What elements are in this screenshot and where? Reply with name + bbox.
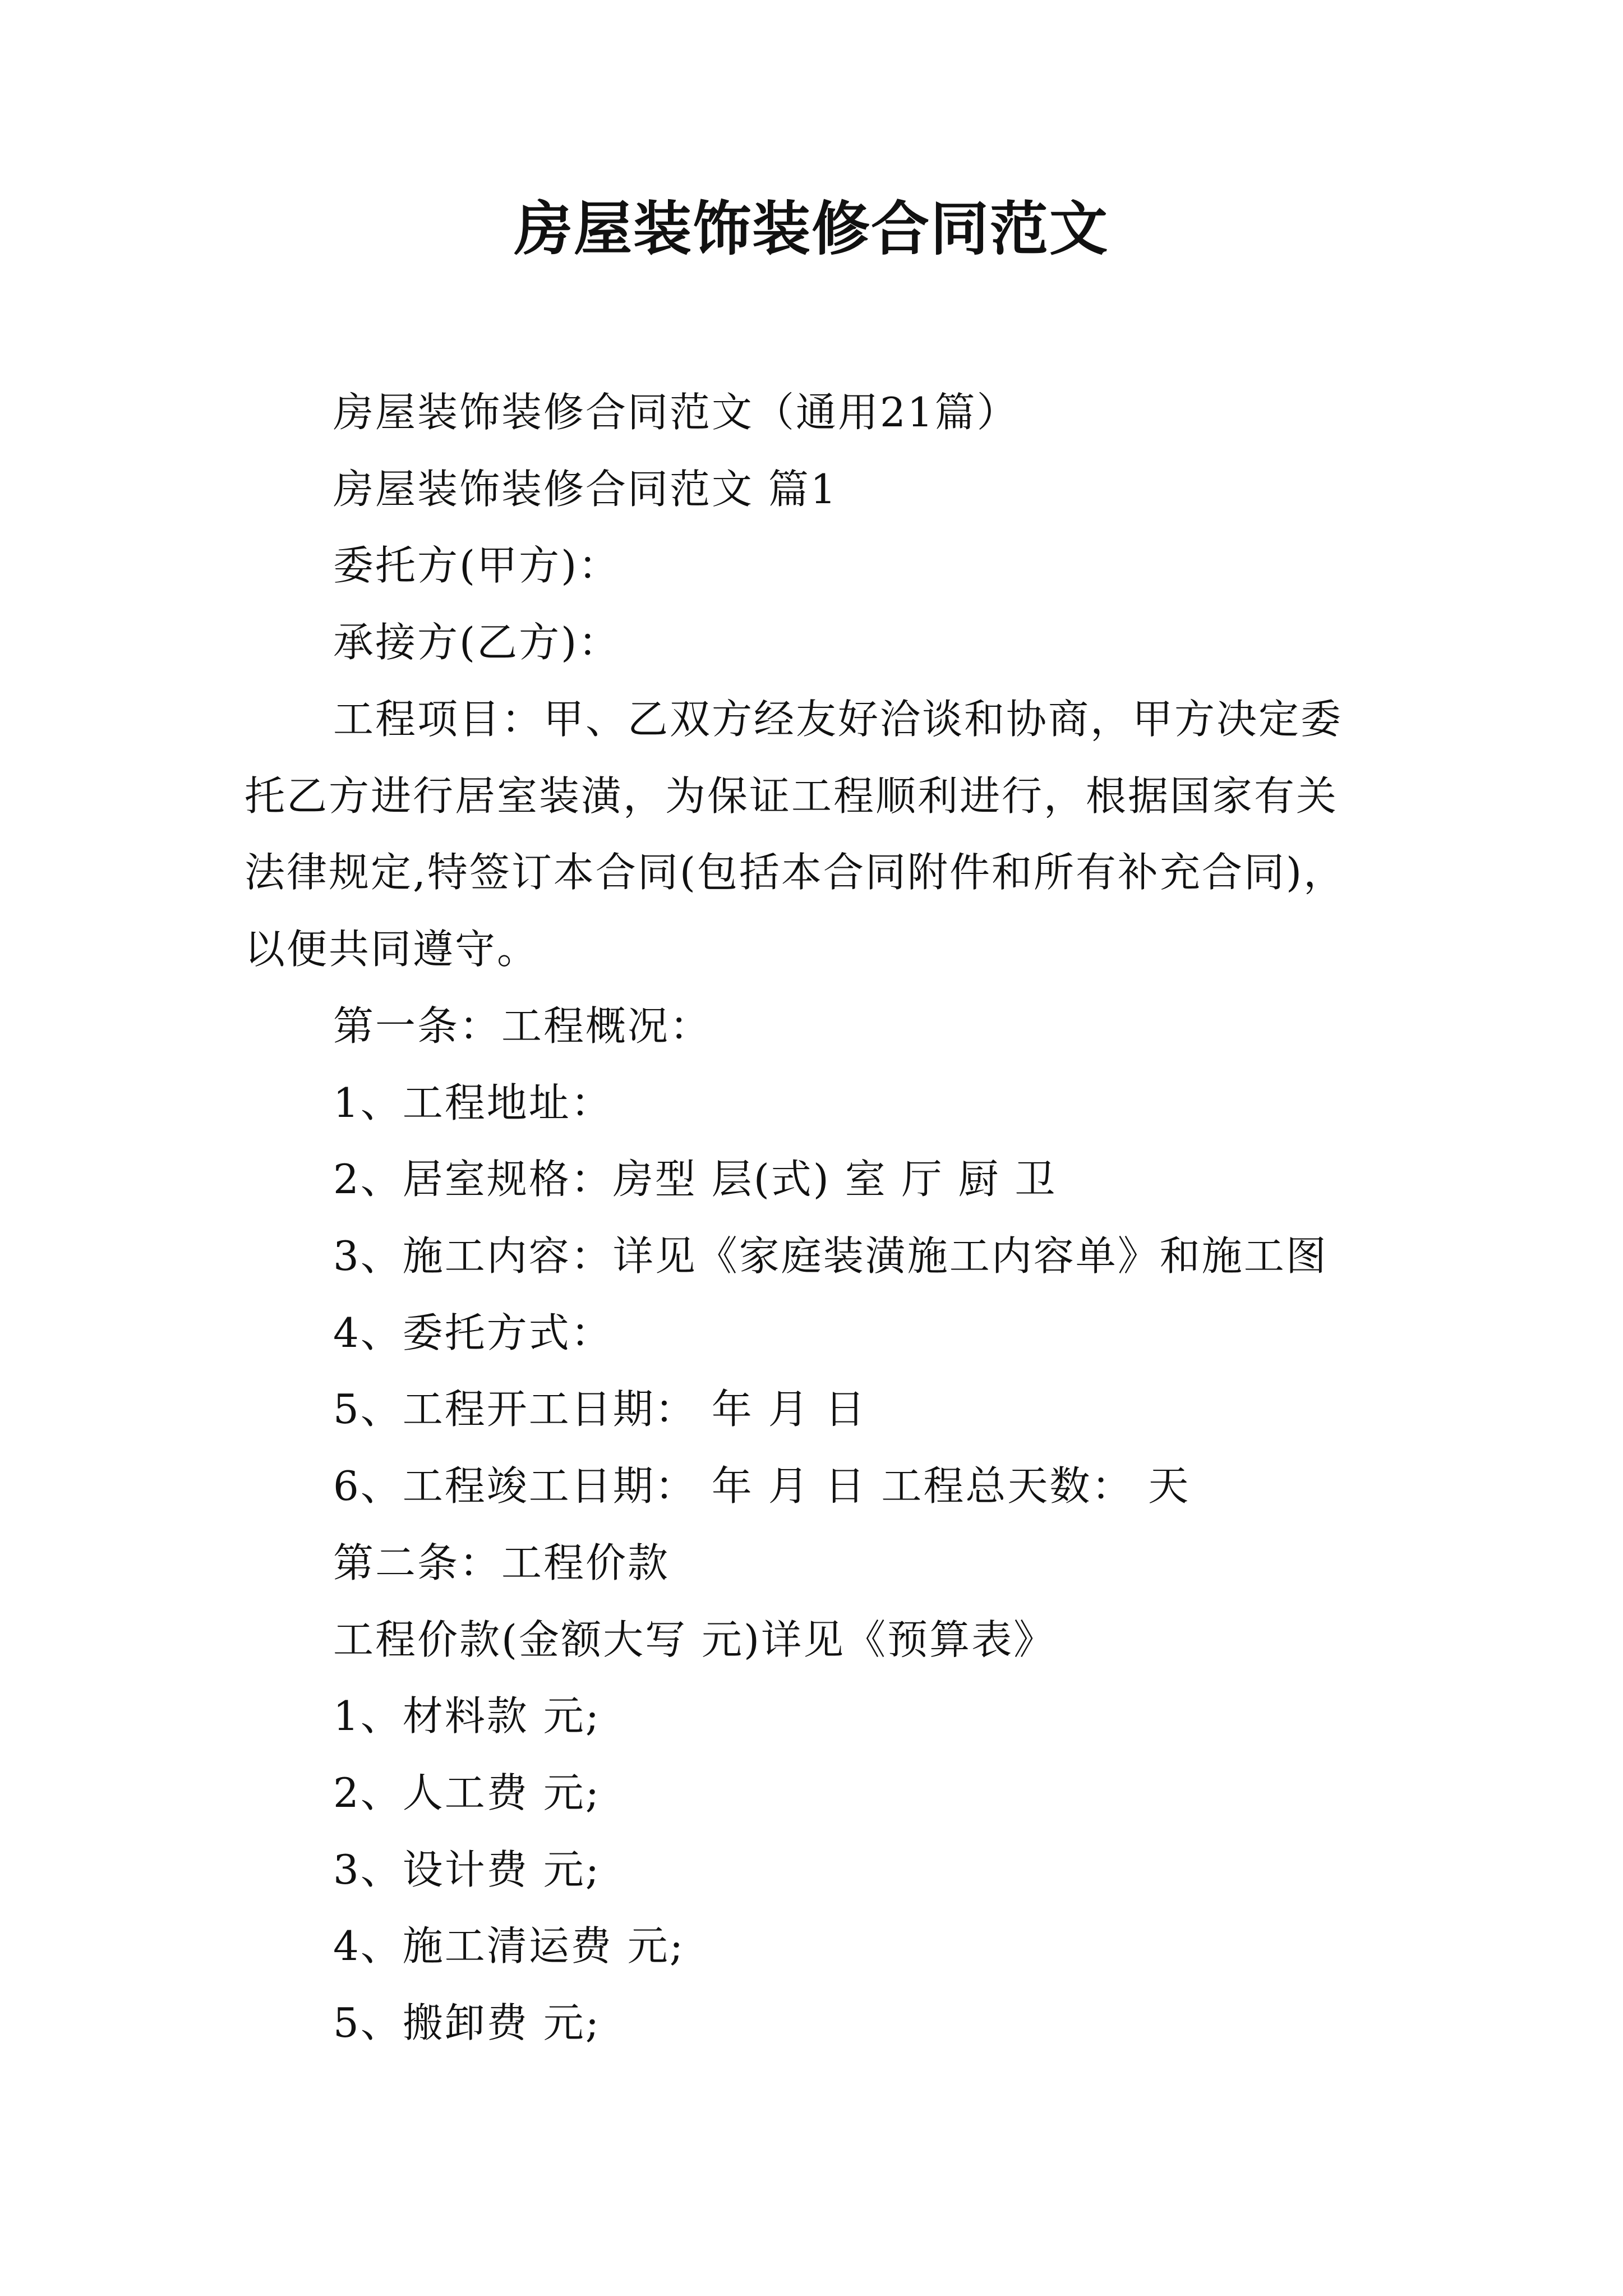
paragraph-line: 托乙方进行居室装潢，为保证工程顺利进行，根据国家有关 [245, 772, 1339, 820]
list-item: 3、设计费 元; [333, 1846, 601, 1893]
list-item: 6、工程竣工日期： 年 月 日 工程总天数： 天 [333, 1462, 1191, 1510]
party-b-line: 承接方(乙方)： [333, 619, 621, 666]
document-title: 房屋装饰装修合同范文 [514, 194, 1109, 263]
list-item: 4、施工清运费 元; [333, 1922, 685, 1970]
list-item: 2、居室规格：房型 层(式) 室 厅 厨 卫 [333, 1156, 1057, 1203]
paragraph-line: 以便共同遵守。 [245, 926, 540, 973]
article-heading: 第一条：工程概况： [333, 1002, 712, 1050]
list-item: 5、搬卸费 元; [333, 1999, 601, 2046]
document-subtitle: 房屋装饰装修合同范文（通用21篇） [333, 389, 1019, 436]
article-heading: 第二条：工程价款 [333, 1539, 670, 1586]
list-item: 1、材料款 元; [333, 1692, 601, 1740]
list-item: 4、委托方式： [333, 1309, 613, 1356]
paragraph-line: 工程项目：甲、乙双方经友好洽谈和协商，甲方决定委 [333, 696, 1343, 743]
list-item: 1、工程地址： [333, 1079, 613, 1126]
section-heading: 房屋装饰装修合同范文 篇1 [333, 466, 838, 513]
party-a-line: 委托方(甲方)： [333, 542, 621, 589]
list-item: 5、工程开工日期： 年 月 日 [333, 1386, 867, 1433]
paragraph-line: 工程价款(金额大写 元)详见《预算表》 [333, 1616, 1056, 1663]
paragraph-line: 法律规定,特签订本合同(包括本合同附件和所有补充合同)， [245, 849, 1346, 896]
list-item: 3、施工内容：详见《家庭装潢施工内容单》和施工图 [333, 1232, 1328, 1280]
list-item: 2、人工费 元; [333, 1769, 601, 1816]
